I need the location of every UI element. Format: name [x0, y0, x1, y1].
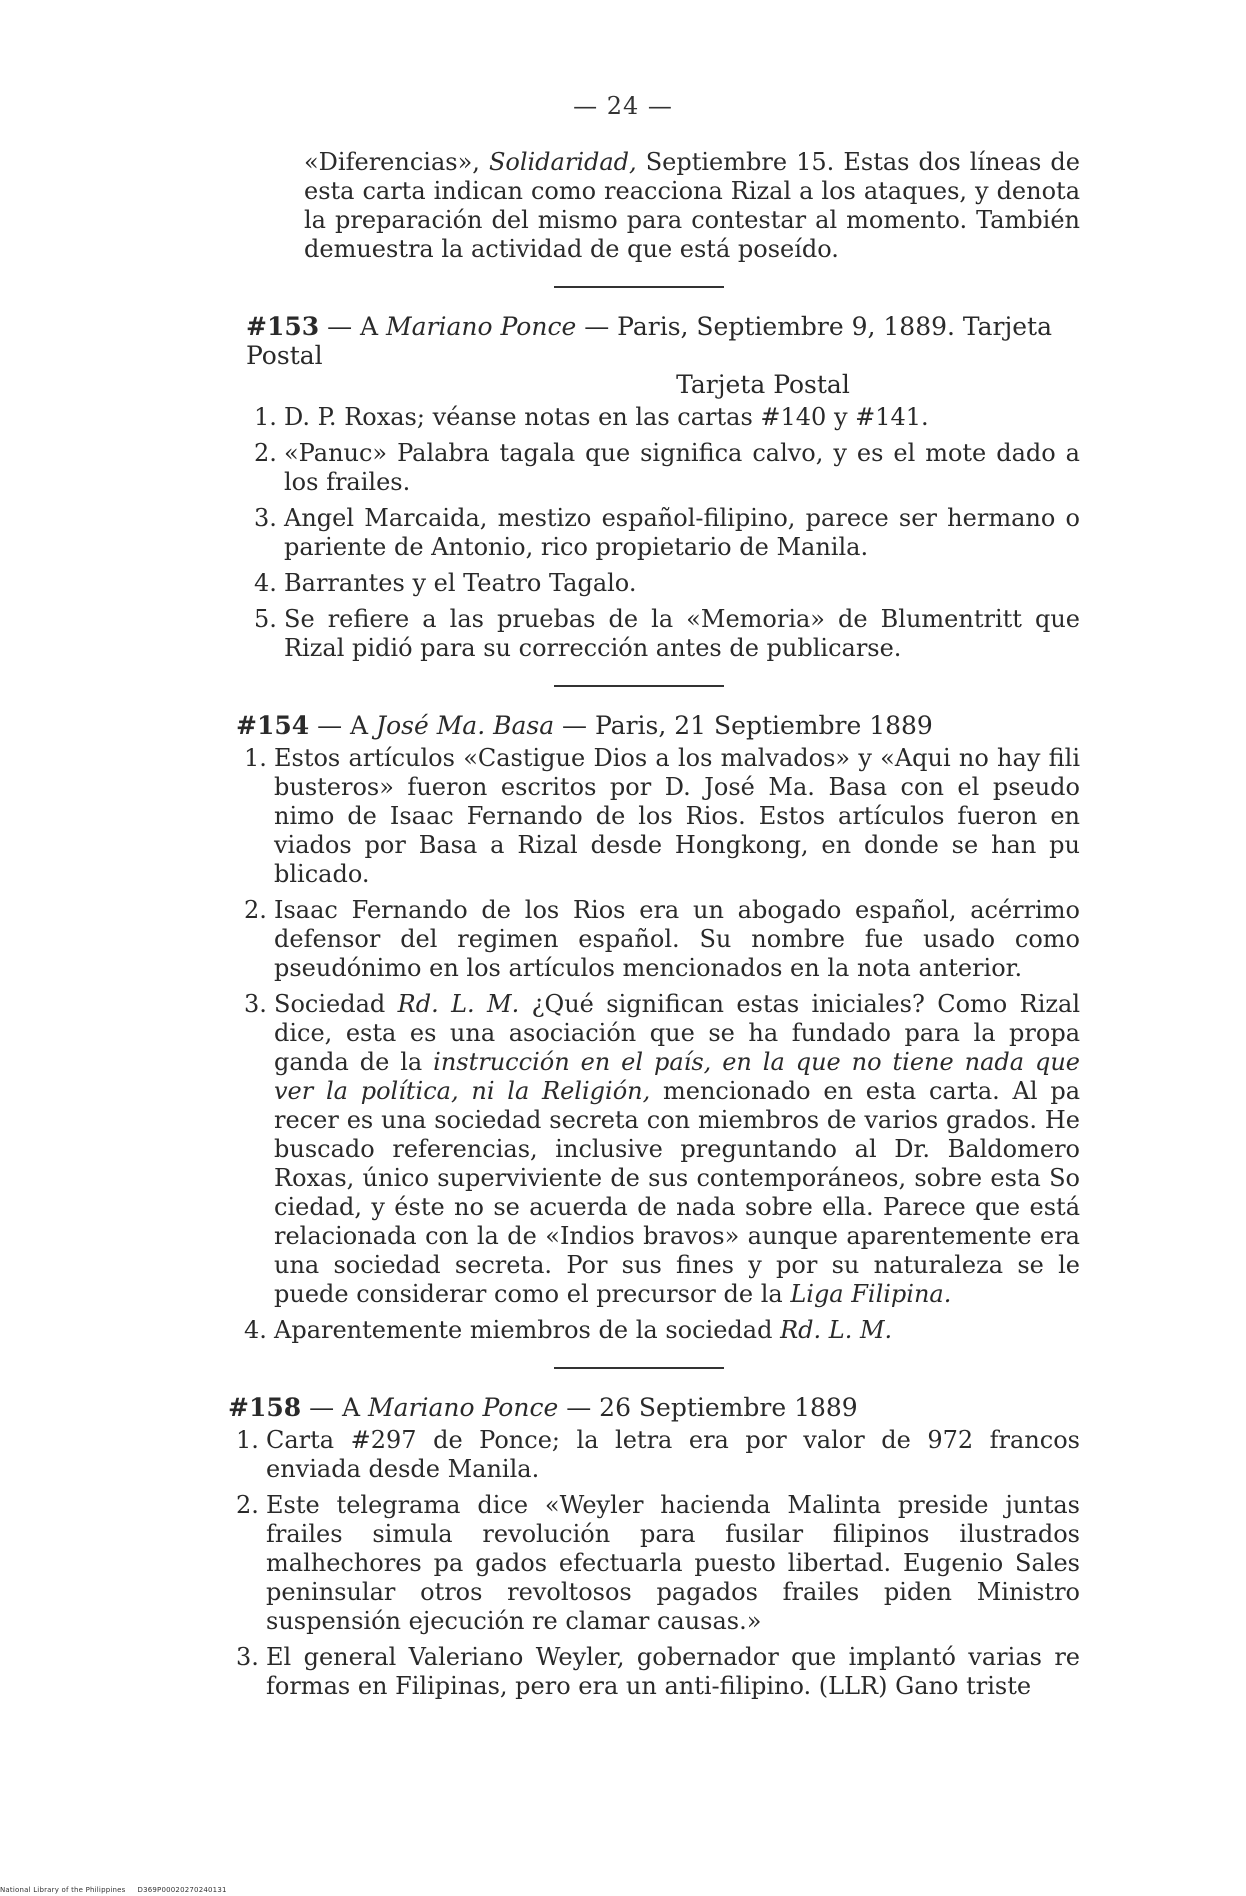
note-item	[228, 403, 1080, 432]
notes-list	[228, 403, 1080, 663]
society-initials: Rd. L. M.	[397, 990, 520, 1018]
recipient-name: Mariano Ponce	[386, 312, 577, 341]
note-text: Aparentemente miembros de la sociedad	[274, 1316, 781, 1344]
heading-place-date: — Paris, Septiembre 9, 1889. Tarjeta Postal	[246, 312, 1052, 370]
page-content	[210, 148, 1080, 1708]
note-number: 4.	[254, 569, 277, 597]
section-number: #158	[228, 1393, 302, 1422]
recipient-name: Mariano Ponce	[368, 1393, 559, 1422]
note-number: 2.	[244, 896, 267, 924]
notes-list	[210, 1426, 1080, 1701]
section-heading	[228, 1393, 1080, 1422]
note-item	[210, 1643, 1080, 1701]
note-text: Se refiere a las pruebas de la «Memoria» de Blumentritt que Rizal pidió para su corrección antes de publicarse.	[284, 605, 1080, 662]
note-number: 2.	[254, 439, 277, 467]
heading-dash: — A	[309, 711, 377, 740]
note-number: 2.	[236, 1491, 259, 1519]
notes-list	[218, 744, 1080, 1345]
note-quote-italic: instrucción en el país, en la que no tiene nada que ver la política, ni la Religión,	[274, 1048, 1081, 1105]
section-divider	[554, 286, 724, 288]
note-text: mencionado en esta carta. Al pa recer es una sociedad secreta con miembros de varios grados. He buscado referencias, inclusive preguntando al Dr. Baldomero Roxas, único superviviente de sus contemporáneos, sobre esta So ciedad, y éste no se acuerda de nada sobre ella. Parece que está relacionada con la de «Indios bravos» aunque aparentemente era una sociedad secreta. Por sus fines y por su naturaleza se le puede considerar como el precursor de la	[274, 1077, 1081, 1308]
note-item	[218, 744, 1080, 889]
intro-text-post: Septiembre 15. Estas dos líneas de esta carta indican como reacciona Rizal a los ataques, y denota la preparación del mismo para contestar al momento. También demuestra la actividad de que está poseído.	[304, 148, 1080, 263]
section-158	[210, 1393, 1080, 1701]
note-item	[218, 896, 1080, 983]
intro-text-pre: «Diferencias»,	[304, 148, 489, 176]
note-item	[228, 605, 1080, 663]
note-item	[218, 990, 1080, 1309]
note-text: Este telegrama dice «Weyler hacienda Malinta preside juntas frailes simula revolución para fusilar filipinos ilustrados malhechores pa gados efectuarla puesto libertad. Eugenio Sales peninsular otros revoltosos pagados frailes piden Ministro suspensión ejecución re clamar causas.»	[266, 1491, 1080, 1635]
society-initials: Rd. L. M.	[780, 1316, 893, 1344]
note-item	[218, 1316, 1080, 1345]
heading-dash: — A	[301, 1393, 369, 1422]
footer-code: D369P00020270240131	[137, 1886, 227, 1894]
note-text: ¿Qué significan estas iniciales? Como Rizal dice, esta es una asociación que se ha fundado para la propa ganda de la	[274, 990, 1080, 1076]
heading-place-date: — 26 Septiembre 1889	[558, 1393, 858, 1422]
section-divider	[554, 1367, 724, 1369]
note-number: 5.	[254, 605, 277, 633]
scan-footer	[0, 1886, 239, 1894]
intro-title-italic: Solidaridad,	[488, 148, 637, 176]
note-number: 1.	[244, 744, 267, 772]
note-text: Sociedad	[274, 990, 398, 1018]
note-text: Isaac Fernando de los Rios era un abogado español, acérrimo defensor del regimen español. Su nombre fue usado como pseudónimo en los artículos mencionados en la nota anterior.	[274, 896, 1080, 982]
section-153	[228, 312, 1080, 663]
note-number: 1.	[254, 403, 277, 431]
note-item	[228, 569, 1080, 598]
section-divider	[554, 685, 724, 687]
note-text: Carta #297 de Ponce; la letra era por valor de 972 francos enviada desde Manila.	[266, 1426, 1080, 1483]
note-item	[228, 504, 1080, 562]
heading-dash: — A	[319, 312, 387, 341]
note-number: 1.	[236, 1426, 259, 1454]
note-number: 3.	[244, 990, 267, 1018]
liga-filipina-italic: Liga Filipina.	[790, 1280, 952, 1308]
heading-place-date: — Paris, 21 Septiembre 1889	[554, 711, 933, 740]
section-number: #153	[246, 312, 320, 341]
note-item	[210, 1426, 1080, 1484]
note-text: Estos artículos «Castigue Dios a los malvados» y «Aqui no hay fili busteros» fueron escritos por D. José Ma. Basa con el pseudo nimo de Isaac Fernando de los Rios. Estos artículos fueron en viados por Basa a Rizal desde Hongkong, en donde se han pu blicado.	[274, 744, 1080, 888]
intro-paragraph	[304, 148, 1080, 264]
heading-subtitle: Tarjeta Postal	[676, 370, 850, 399]
note-item	[228, 439, 1080, 497]
note-number: 3.	[254, 504, 277, 532]
recipient-name: José Ma. Basa	[376, 711, 555, 740]
note-number: 4.	[244, 1316, 267, 1344]
section-heading	[236, 711, 1080, 740]
note-text: Angel Marcaida, mestizo español-filipino, parece ser hermano o pariente de Antonio, rico propietario de Manila.	[284, 504, 1080, 561]
note-text: Barrantes y el Teatro Tagalo.	[284, 569, 637, 597]
section-154	[218, 711, 1080, 1345]
page-number: — 24 —	[573, 92, 673, 120]
note-number: 3.	[236, 1643, 259, 1671]
note-text: «Panuc» Palabra tagala que significa calvo, y es el mote dado a los frailes.	[284, 439, 1080, 496]
footer-library: National Library of the Philippines	[0, 1886, 126, 1894]
note-text: El general Valeriano Weyler, gobernador que implantó varias re formas en Filipinas, pero era un anti-filipino. (LLR) Gano triste	[266, 1643, 1080, 1700]
section-number: #154	[236, 711, 310, 740]
section-heading	[246, 312, 1080, 399]
note-text: D. P. Roxas; véanse notas en las cartas #140 y #141.	[284, 403, 929, 431]
note-item	[210, 1491, 1080, 1636]
